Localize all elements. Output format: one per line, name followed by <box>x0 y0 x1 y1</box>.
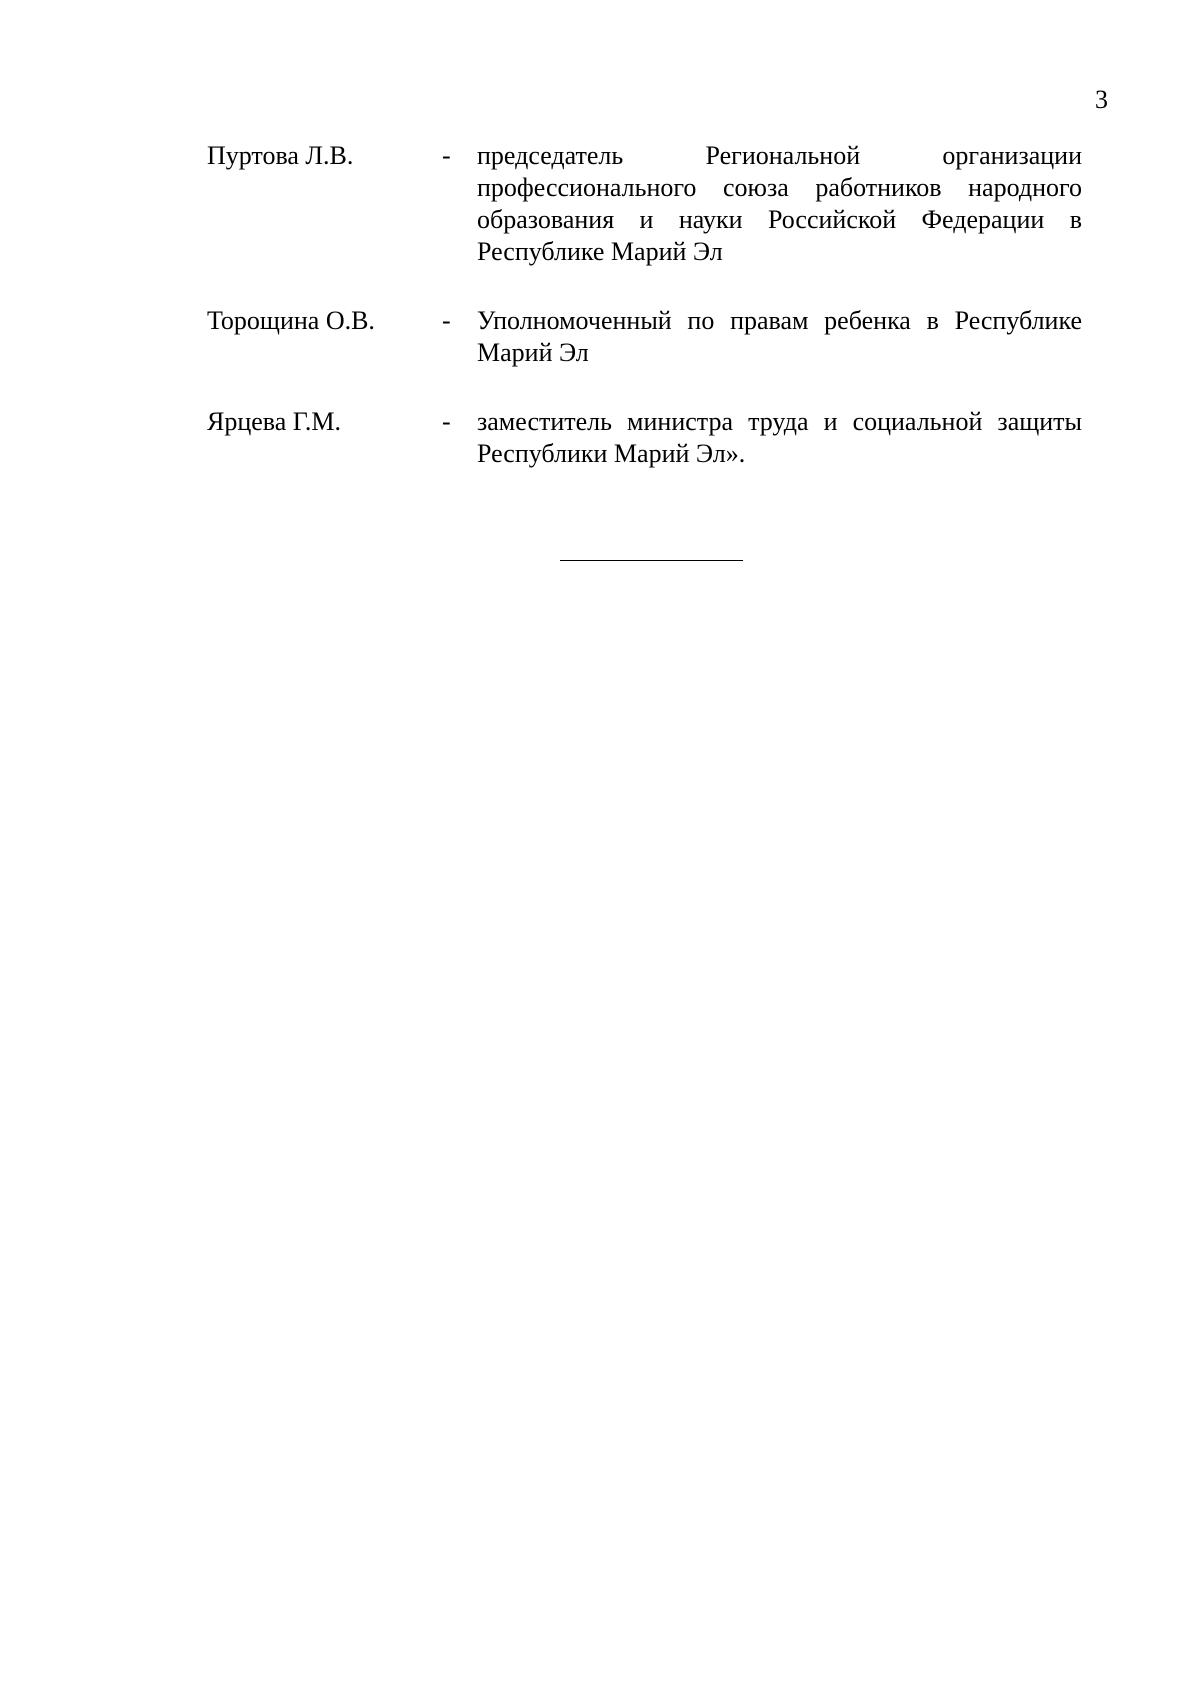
page-number: 3 <box>1095 85 1108 114</box>
dash-separator: - <box>442 306 451 335</box>
member-role: Уполномоченный по правам ребенка в Республике Марий Эл <box>477 306 1082 367</box>
dash-separator: - <box>442 141 451 170</box>
member-role: заместитель министра труда и социальной защиты Республики Марий Эл». <box>477 407 1082 468</box>
member-name: Торощина О.В. <box>207 306 375 335</box>
member-entry <box>207 140 1097 268</box>
member-list <box>207 140 1097 507</box>
member-role: председатель Региональной организации профессионального союза работников народного образования и науки Российской Федерации в Республике Марий Эл <box>477 141 1082 266</box>
member-entry <box>207 305 1097 369</box>
member-entry <box>207 406 1097 470</box>
member-name: Ярцева Г.М. <box>207 407 341 436</box>
member-name: Пуртова Л.В. <box>207 141 354 170</box>
dash-separator: - <box>442 407 451 436</box>
end-divider <box>560 560 743 561</box>
